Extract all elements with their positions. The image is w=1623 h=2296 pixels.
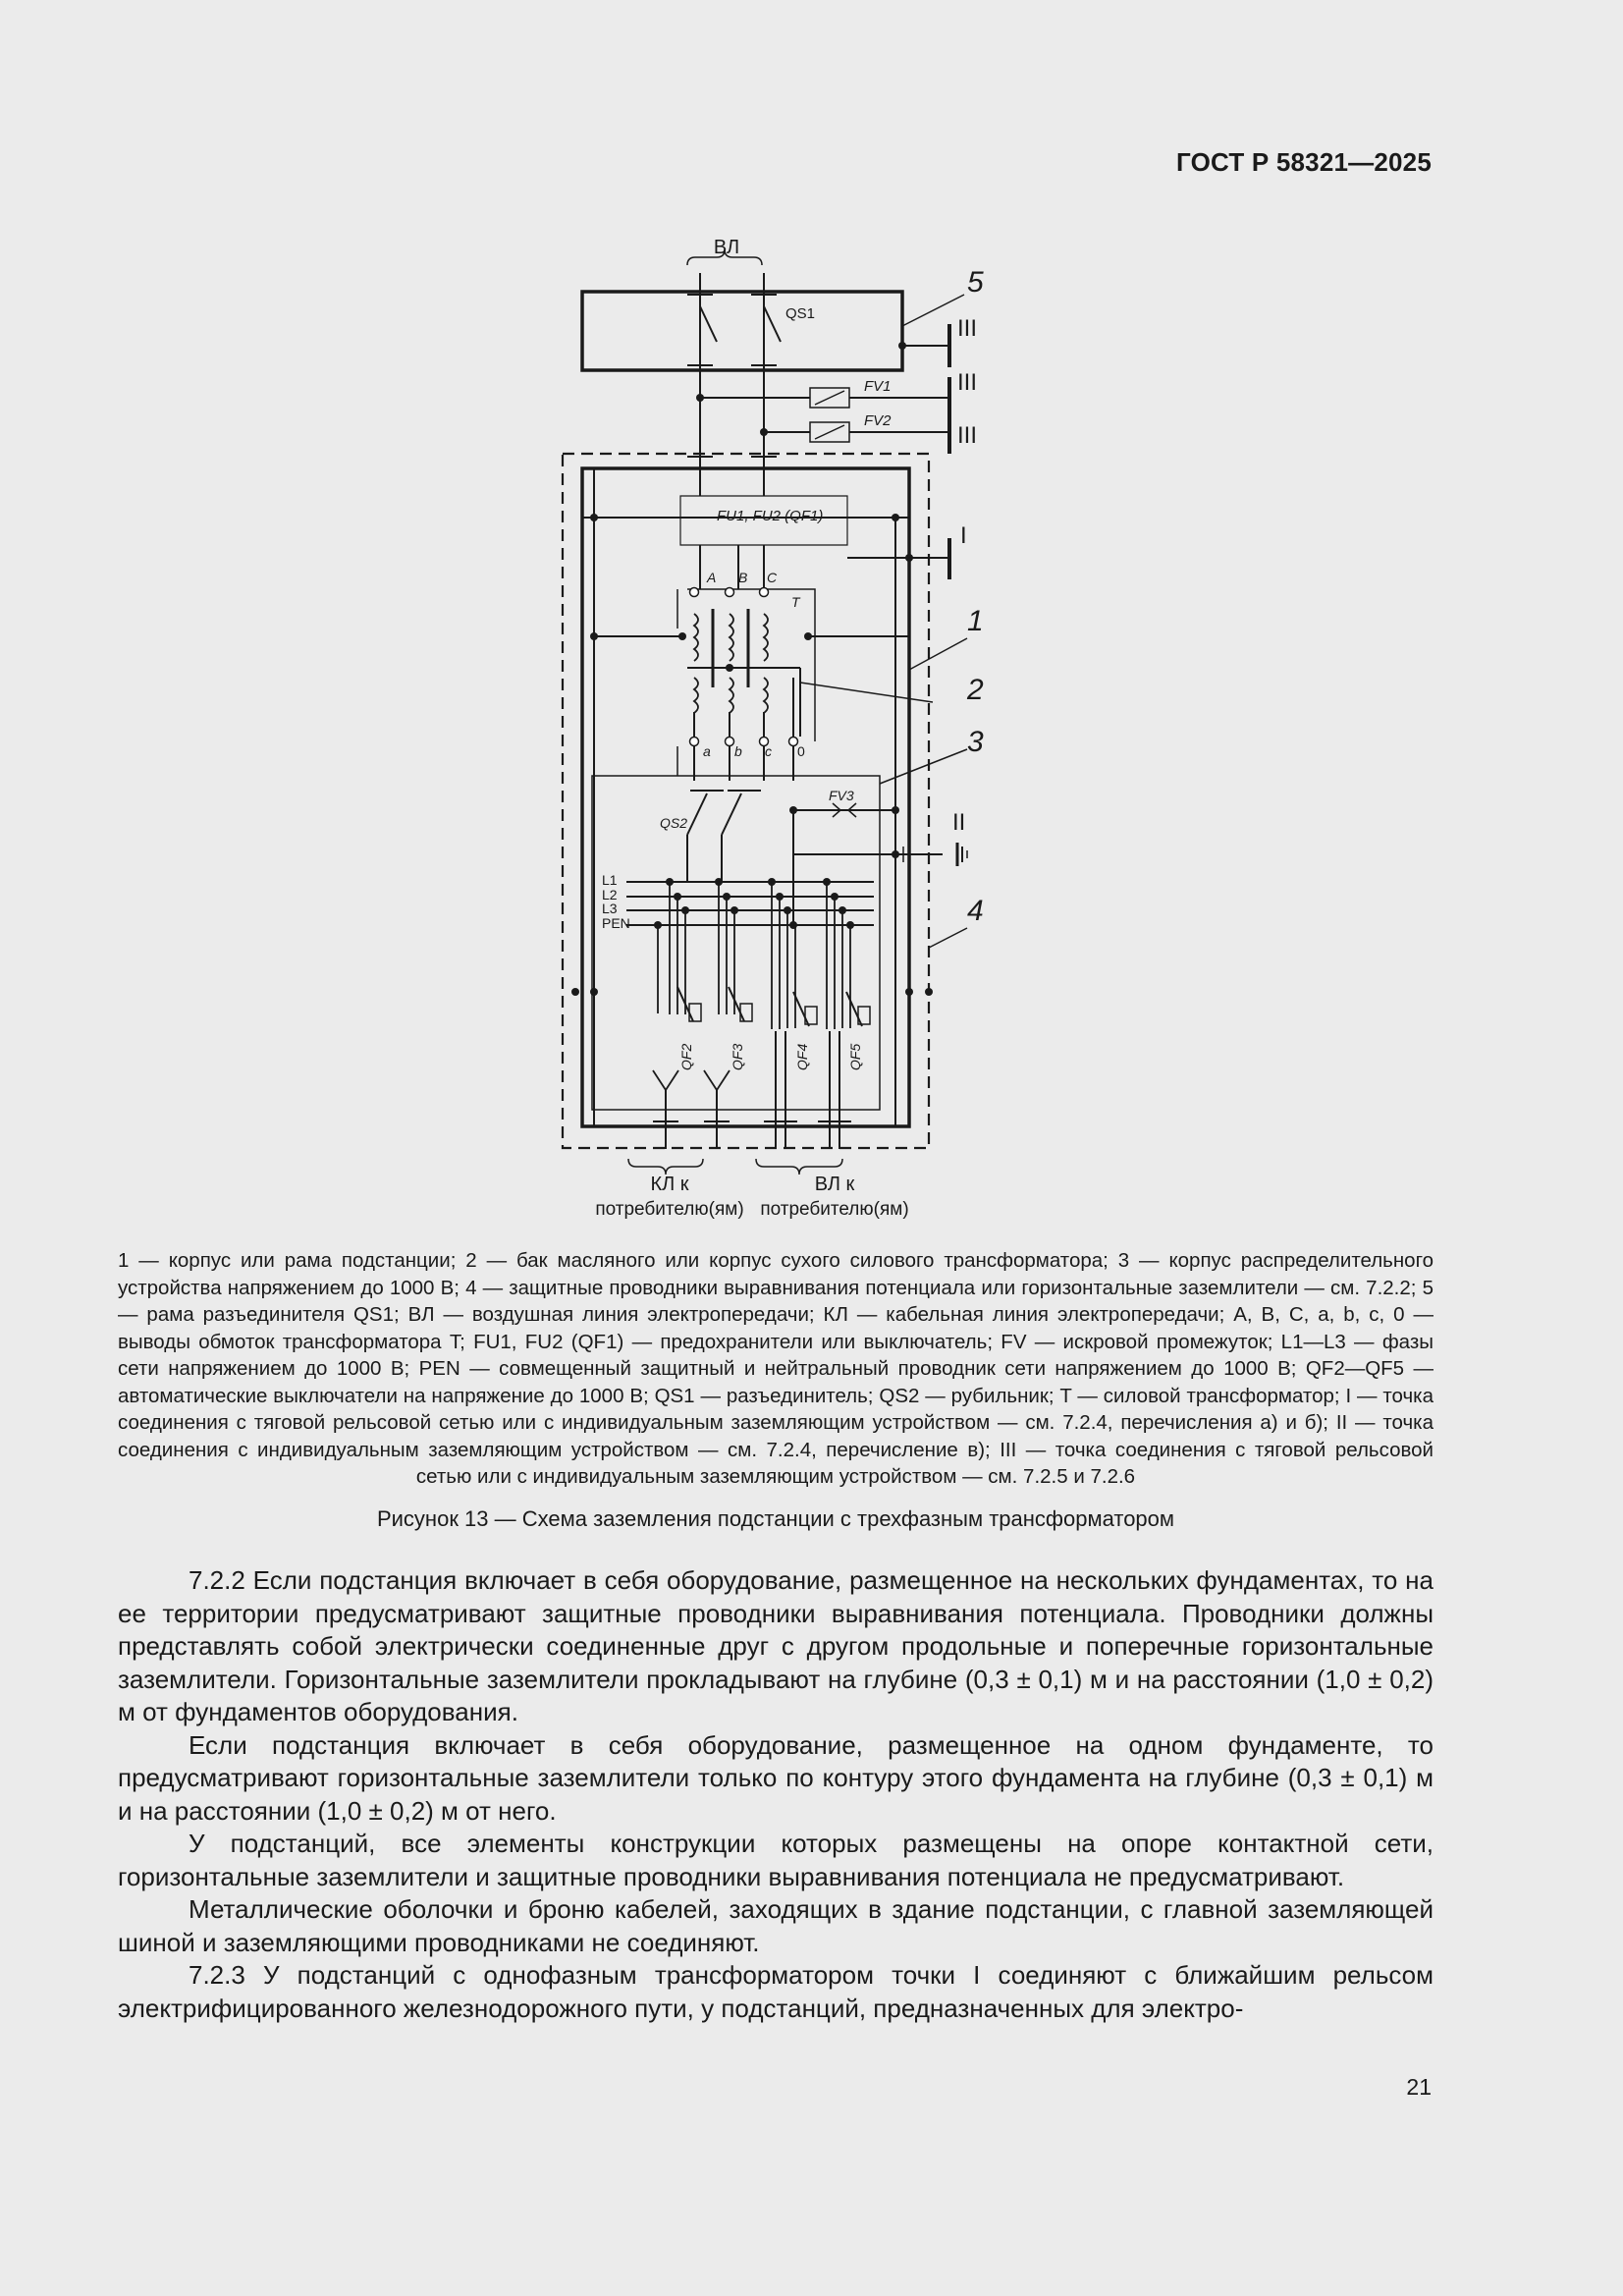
label-t: T bbox=[791, 594, 800, 610]
label-vl-line2: потребителю(ям) bbox=[760, 1199, 909, 1220]
label-number-1: 1 bbox=[967, 605, 984, 637]
paragraph: У подстанций, все элементы конструкции которых размещены на опоре контактной сети, горизонтальные заземлители и защитные проводники выравнивания потенциала не предусматривают. bbox=[118, 1829, 1434, 1891]
paragraph: 7.2.2 Если подстанция включает в себя оборудование, размещенное на нескольких фундаментах, то на ее территории предусматривают защитные проводники выравнивания потенциала. Проводники должны представлять собой электрически соединенные друг с другом продольные и поперечные горизонтальные заземлители. Горизонтальные заземлители прокладывают на глубине (0,3 ± 0,1) м и на расстоянии (1,0 ± 0,2) м от фундаментов оборудования. bbox=[118, 1565, 1434, 1726]
paragraph: Металлические оболочки и броню кабелей, заходящих в здание подстанции, с главной заземляющей шиной и заземляющими проводниками не соединяют. bbox=[118, 1894, 1434, 1957]
paragraph: 7.2.3 У подстанций с однофазным трансформатором точки I соединяют с ближайшим рельсом электрифицированного железнодорожного пути, у подстанций, предназначенных для электро- bbox=[118, 1960, 1434, 2023]
label-point-iii-fv1: III bbox=[957, 369, 978, 396]
label-qf3: QF3 bbox=[730, 1043, 745, 1070]
label-point-iii-frame: III bbox=[957, 315, 978, 342]
label-l2: L2 bbox=[602, 887, 618, 902]
figure-legend: 1 — корпус или рама подстанции; 2 — бак масляного или корпус сухого силового трансформатора; 3 — корпус распределительного устройства напряжением до 1000 В; 4 — защитные проводники выравнивания потенциала или горизонтальные заземлители — см. 7.2.2; 5 — рама разъединителя QS1; ВЛ — воздушная линия электропередачи; КЛ — кабельная линия электропередачи; A, B, C, a, b, c, 0 — выводы обмоток трансформатора T; FU1, FU2 (QF1) — предохранители или выключатель; FV — искровой промежуток; L1—L3 — фазы сети напряжением до 1000 В; PEN — совмещенный защитный и нейтральный проводник сети напряжением до 1000 В; QF2—QF5 — автоматические выключатели на напряжение до 1000 В; QS1 — разъединитель; QS2 — рубильник; T — силовой трансформатор; I — точка соединения с тяговой рельсовой сетью или с индивидуальным заземляющим устройством — см. 7.2.4, перечисления а) и б); II — точка соединения с индивидуальным заземляющим устройством — см. 7.2.4, перечисление в); III — точка соединения с тяговой рельсовой сетью или с индивидуальным заземляющим устройством — см. 7.2.5 и 7.2.6 bbox=[118, 1249, 1434, 1488]
label-point-ii: II bbox=[952, 809, 966, 836]
document-header: ГОСТ Р 58321—2025 bbox=[1176, 147, 1432, 177]
label-number-2: 2 bbox=[967, 674, 984, 706]
label-phase-a: A bbox=[707, 570, 717, 585]
label-point-i: I bbox=[960, 522, 967, 549]
label-qf2: QF2 bbox=[678, 1043, 694, 1070]
label-out-b: b bbox=[734, 743, 742, 759]
label-kl-line1: КЛ к bbox=[650, 1174, 689, 1195]
label-vl-top: ВЛ bbox=[713, 237, 740, 258]
label-qs1: QS1 bbox=[785, 305, 816, 322]
label-phase-b: B bbox=[738, 570, 748, 585]
label-number-5: 5 bbox=[967, 266, 984, 299]
label-number-3: 3 bbox=[967, 726, 984, 758]
label-phase-c: C bbox=[767, 570, 778, 585]
label-vl-line1: ВЛ к bbox=[814, 1174, 855, 1195]
page-number: 21 bbox=[1406, 2074, 1432, 2100]
label-qf4: QF4 bbox=[794, 1043, 810, 1070]
figure-caption: Рисунок 13 — Схема заземления подстанции с трехфазным трансформатором bbox=[376, 1506, 1175, 1531]
paragraph: Если подстанция включает в себя оборудование, размещенное на одном фундаменте, то предусматривают горизонтальные заземлители только по контуру этого фундамента на глубине (0,3 ± 0,1) м и на расстоянии (1,0 ± 0,2) м от него. bbox=[118, 1729, 1434, 1826]
label-l3: L3 bbox=[602, 901, 618, 916]
label-fv1: FV1 bbox=[864, 378, 892, 395]
label-l1: L1 bbox=[602, 872, 618, 888]
body-text bbox=[118, 1564, 1434, 2025]
label-qf5: QF5 bbox=[847, 1043, 863, 1070]
label-out-a: a bbox=[703, 743, 711, 759]
grounding-schematic bbox=[491, 221, 1041, 1232]
label-fv2: FV2 bbox=[864, 412, 892, 429]
label-point-iii-fv2: III bbox=[957, 422, 978, 449]
label-kl-line2: потребителю(ям) bbox=[595, 1199, 744, 1220]
label-out-0: 0 bbox=[797, 743, 805, 759]
label-fv3: FV3 bbox=[829, 788, 854, 803]
label-fu: FU1, FU2 (QF1) bbox=[717, 508, 824, 524]
label-number-4: 4 bbox=[967, 895, 984, 927]
label-qs2: QS2 bbox=[660, 815, 688, 831]
label-pen: PEN bbox=[602, 915, 630, 931]
label-out-c: c bbox=[765, 743, 772, 759]
